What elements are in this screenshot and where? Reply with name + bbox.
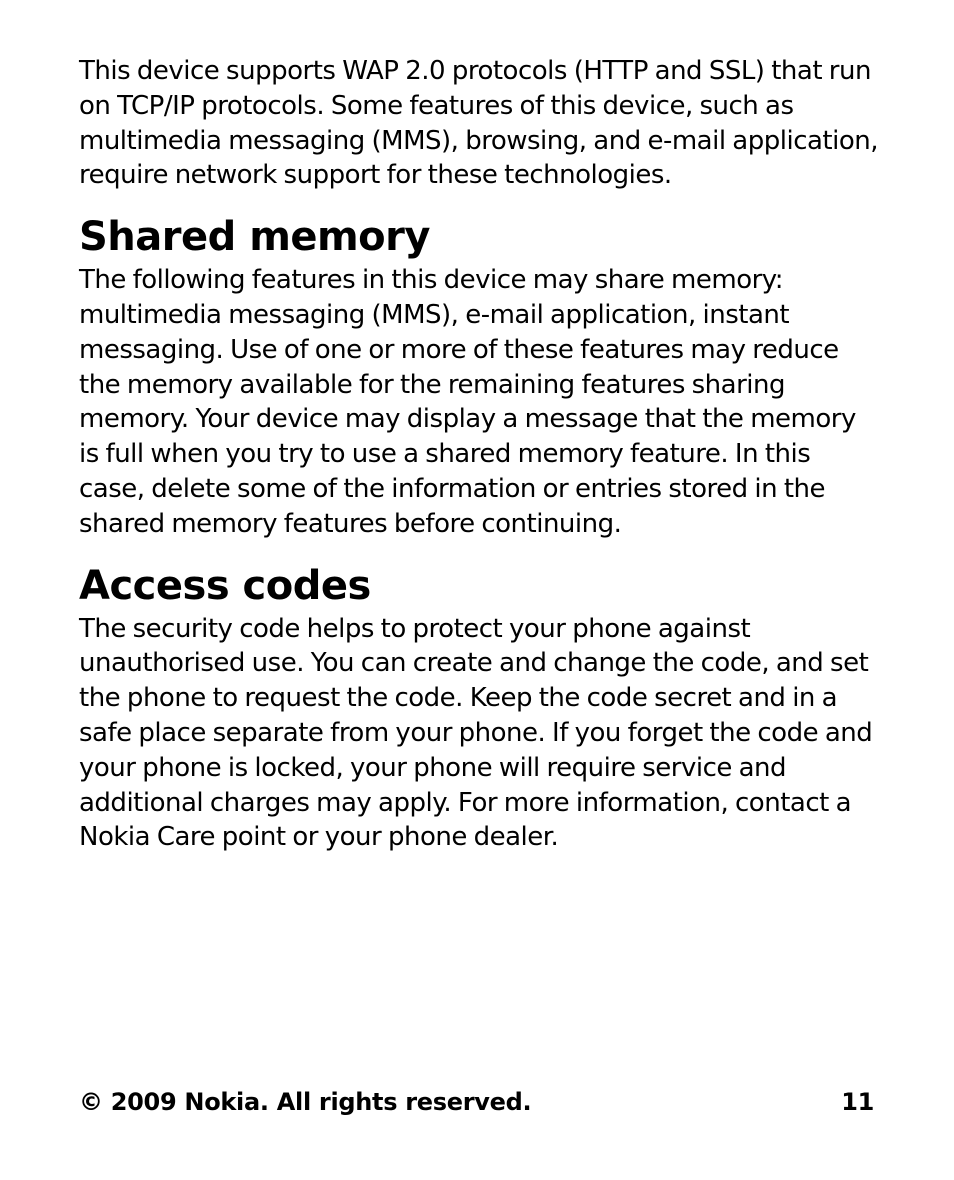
copyright-notice: © 2009 Nokia. All rights reserved. <box>79 1088 532 1116</box>
page-footer <box>79 1088 874 1116</box>
page-number: 11 <box>841 1088 874 1116</box>
shared-memory-paragraph: The following features in this device may share memory: multimedia messaging (MMS), e-mail application, instant messaging. Use of one or more of these features may reduce the memory available for the remaining features sharing memory. Your device may display a message that the memory is full when you try to use a shared memory feature. In this case, delete some of the information or entries stored in the shared memory features before continuing. <box>79 265 856 539</box>
section-heading-shared-memory: Shared memory <box>79 214 430 261</box>
intro-paragraph: This device supports WAP 2.0 protocols (HTTP and SSL) that run on TCP/IP protocols. Some features of this device, such as multimedia messaging (MMS), browsing, and e-mail application, require network support for these technologies. <box>79 56 878 191</box>
section-heading-access-codes: Access codes <box>79 562 371 609</box>
page-content <box>79 54 879 855</box>
access-codes-paragraph: The security code helps to protect your phone against unauthorised use. You can create and change the code, and set the phone to request the code. Keep the code secret and in a safe place separate from your phone. If you forget the code and your phone is locked, your phone will require service and additional charges may apply. For more information, contact a Nokia Care point or your phone dealer. <box>79 613 873 853</box>
